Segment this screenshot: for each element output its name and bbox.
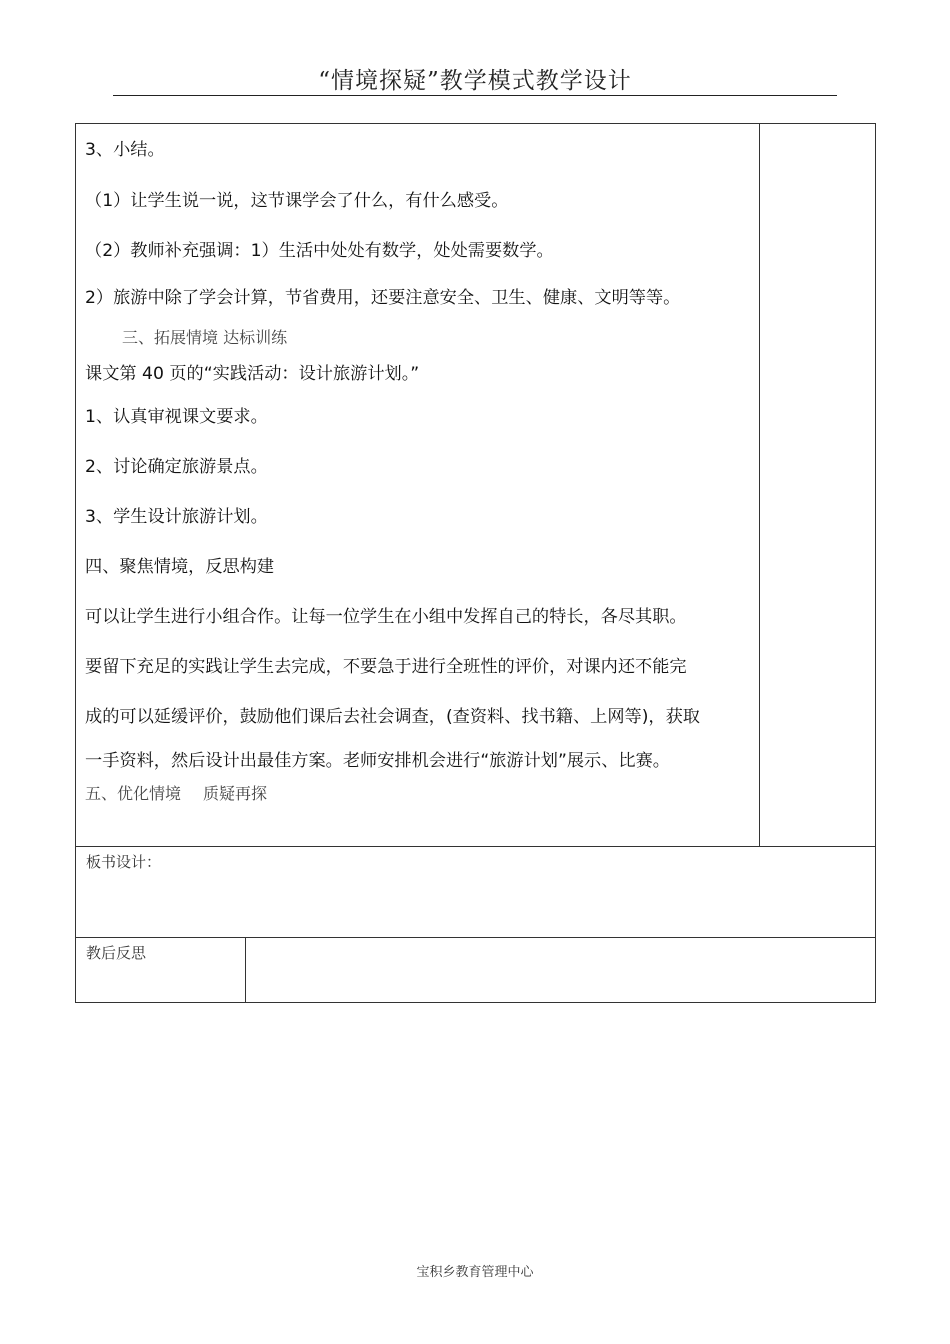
paragraph-line-1: 可以让学生进行小组合作。让每一位学生在小组中发挥自己的特长，各尽其职。: [85, 607, 687, 627]
board-design-label: 板书设计：: [86, 853, 162, 871]
paragraph-line-3: 成的可以延缓评价，鼓励他们课后去社会调查，(查资料、找书籍、上网等)，获取: [85, 707, 700, 727]
summary-item-1: （1）让学生说一说，这节课学会了什么，有什么感受。: [85, 191, 509, 211]
paragraph-line-2: 要留下充足的实践让学生去完成，不要急于进行全班性的评价，对课内还不能完: [85, 657, 687, 677]
section-5-heading: [85, 780, 752, 810]
step-2: 2、讨论确定旅游景点。: [85, 457, 268, 477]
footer-text: 宝积乡教育管理中心: [416, 1265, 534, 1280]
page-title: “情境探疑”教学模式教学设计: [318, 68, 632, 94]
board-design-cell: [76, 847, 876, 938]
reflection-value-cell: [246, 938, 876, 1003]
paragraph-line-4: 一手资料，然后设计出最佳方案。老师安排机会进行“旅游计划”展示、比赛。: [85, 751, 670, 771]
summary-item-3: 2）旅游中除了学会计算，节省费用，还要注意安全、卫生、健康、文明等等。: [85, 288, 681, 308]
notes-column-cell: [760, 124, 876, 847]
section-5-part-a: 五、优化情境: [85, 784, 182, 803]
lesson-plan-table: [75, 123, 876, 1003]
summary-heading: 3、小结。: [85, 140, 165, 160]
lesson-content: [76, 124, 759, 810]
summary-item-2: （2）教师补充强调：1）生活中处处有数学，处处需要数学。: [85, 241, 554, 261]
lesson-content-cell: [76, 124, 760, 847]
step-1: 1、认真审视课文要求。: [85, 407, 268, 427]
reflection-label-cell: [76, 938, 246, 1003]
activity-intro: 课文第 40 页的“实践活动：设计旅游计划。”: [85, 364, 420, 384]
header-rule: [113, 95, 837, 96]
section-4-heading: 四、聚焦情境，反思构建: [85, 557, 275, 577]
section-5-part-b: 质疑再探: [203, 784, 268, 803]
step-3: 3、学生设计旅游计划。: [85, 507, 268, 527]
reflection-label: 教后反思: [86, 944, 147, 962]
section-3-heading: 三、拓展情境 达标训练: [122, 328, 288, 347]
